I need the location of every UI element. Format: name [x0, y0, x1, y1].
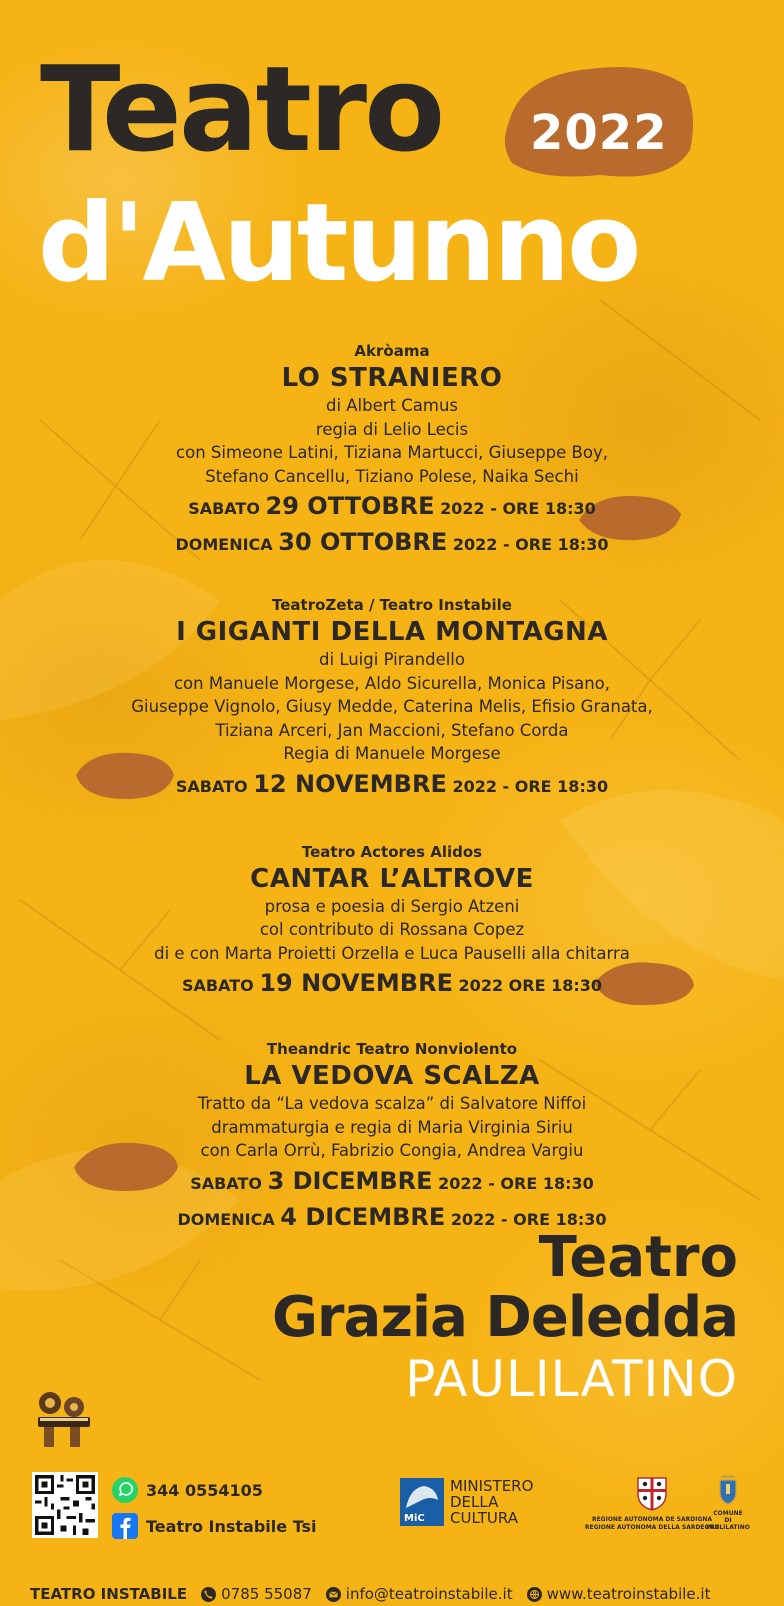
footer-email-address: info@teatroinstabile.it: [345, 1585, 513, 1603]
mic-line1: MINISTERO: [450, 1477, 534, 1495]
company-name: TeatroZeta / Teatro Instabile: [272, 596, 512, 614]
show-info-line: di Luigi Pirandello: [319, 650, 465, 669]
show-la-vedova-scalza: [0, 1038, 784, 1235]
title-year: 2022: [530, 105, 668, 161]
title-autunno: d'Autunno: [38, 181, 639, 306]
show-info-line: Tiziana Arceri, Jan Maccioni, Stefano Corda: [215, 720, 569, 740]
comune-paulilatino-logo: [704, 1472, 752, 1531]
facebook-icon: [112, 1513, 138, 1539]
performance-date: DOMENICA 4 DICEMBRE 2022 - ORE 18:30: [177, 1202, 607, 1231]
show-info-line: Stefano Cancellu, Tiziano Polese, Naika Sechi: [205, 466, 579, 486]
show-info-line: Giuseppe Vignolo, Giusy Medde, Caterina Melis, Efisio Granata,: [131, 697, 653, 716]
show-info-line: prosa e poesia di Sergio Atzeni: [264, 896, 520, 916]
show-info-line: Regia di Manuele Morgese: [283, 744, 501, 763]
show-cantar-laltrove: [0, 841, 784, 1005]
show-info-line: col contributo di Rossana Copez: [259, 920, 525, 939]
email-icon: [326, 1587, 341, 1602]
company-name: Akròama: [354, 342, 430, 360]
performance-date: DOMENICA 30 OTTOBRE 2022 - ORE 18:30: [175, 528, 609, 556]
mic-emblem: [400, 1478, 444, 1526]
show-info-line: Tratto da “La vedova scalza” di Salvatore Niffoi: [197, 1094, 587, 1113]
teatro-instabile-mascot-logo: [30, 1385, 100, 1455]
contacts-and-partners: [32, 1472, 752, 1544]
event-title: [0, 40, 784, 320]
performance-date: SABATO 19 NOVEMBRE 2022 ORE 18:30: [182, 969, 602, 997]
title-teatro: Teatro: [40, 40, 443, 178]
footer-phone[interactable]: [201, 1585, 312, 1603]
performance-date: SABATO 12 NOVEMBRE 2022 - ORE 18:30: [175, 769, 609, 798]
venue-town: PAULILATINO: [405, 1350, 738, 1408]
globe-icon: [527, 1587, 542, 1602]
facebook-contact[interactable]: [112, 1512, 317, 1540]
venue-teatro: Teatro: [538, 1225, 738, 1290]
comune-line2: DI PAULILATINO: [706, 1517, 750, 1531]
footer-phone-number: 0785 55087: [221, 1585, 312, 1603]
venue-name: Grazia Deledda: [271, 1285, 738, 1350]
show-info-line: di Albert Camus: [325, 396, 459, 415]
footer-brand: TEATRO INSTABILE: [30, 1585, 188, 1603]
play-title: LA VEDOVA SCALZA: [244, 1061, 540, 1091]
qr-code[interactable]: [32, 1472, 98, 1538]
facebook-page: Teatro Instabile Tsi: [146, 1516, 317, 1536]
play-title: CANTAR L’ALTROVE: [250, 863, 534, 894]
whatsapp-number: 344 0554105: [146, 1480, 263, 1500]
region-line2: REGIONE AUTONOMA DELLA SARDEGNA: [584, 1524, 720, 1531]
company-name: Teatro Actores Alidos: [301, 842, 483, 861]
footer-email[interactable]: [326, 1585, 513, 1603]
mic-line2: DELLA: [450, 1493, 499, 1511]
whatsapp-icon: [112, 1477, 138, 1503]
show-info-line: di e con Marta Proietti Orzella e Luca Pauselli alla chitarra: [154, 943, 630, 963]
show-lo-straniero: [0, 340, 784, 560]
play-title: I GIGANTI DELLA MONTAGNA: [176, 617, 608, 647]
footer-contacts: [30, 1582, 770, 1606]
mic-line3: CULTURA: [450, 1509, 518, 1527]
whatsapp-contact[interactable]: [112, 1476, 263, 1504]
program-list: [0, 340, 784, 1235]
show-info-line: drammaturgia e regia di Maria Virginia Siriu: [211, 1117, 573, 1137]
region-line1: REGIONE AUTONOMA DE SARDIGNA: [591, 1516, 713, 1523]
performance-date: SABATO 3 DICEMBRE 2022 - ORE 18:30: [190, 1166, 594, 1195]
comune-crest-icon: [717, 1472, 739, 1506]
venue-block: [271, 1225, 738, 1410]
phone-icon: [201, 1587, 216, 1602]
footer-website-url: www.teatroinstabile.it: [546, 1585, 711, 1603]
ministero-cultura-logo: [400, 1478, 533, 1526]
performance-date: SABATO 29 OTTOBRE 2022 - ORE 18:30: [188, 492, 596, 520]
sardinia-coat-of-arms-icon: [634, 1472, 670, 1512]
mic-badge: MiC: [404, 1513, 425, 1524]
company-name: Theandric Teatro Nonviolento: [266, 1040, 518, 1058]
show-i-giganti-della-montagna: [0, 594, 784, 805]
comune-line1: COMUNE: [713, 1510, 743, 1517]
play-title: LO STRANIERO: [281, 363, 503, 393]
footer-website[interactable]: [527, 1585, 711, 1603]
show-info-line: con Carla Orrù, Fabrizio Congia, Andrea Vargiu: [200, 1141, 584, 1160]
show-info-line: con Manuele Morgese, Aldo Sicurella, Monica Pisano,: [173, 673, 611, 693]
show-info-line: con Simeone Latini, Tiziana Martucci, Giuseppe Boy,: [176, 443, 608, 462]
show-info-line: regia di Lelio Lecis: [315, 419, 469, 439]
